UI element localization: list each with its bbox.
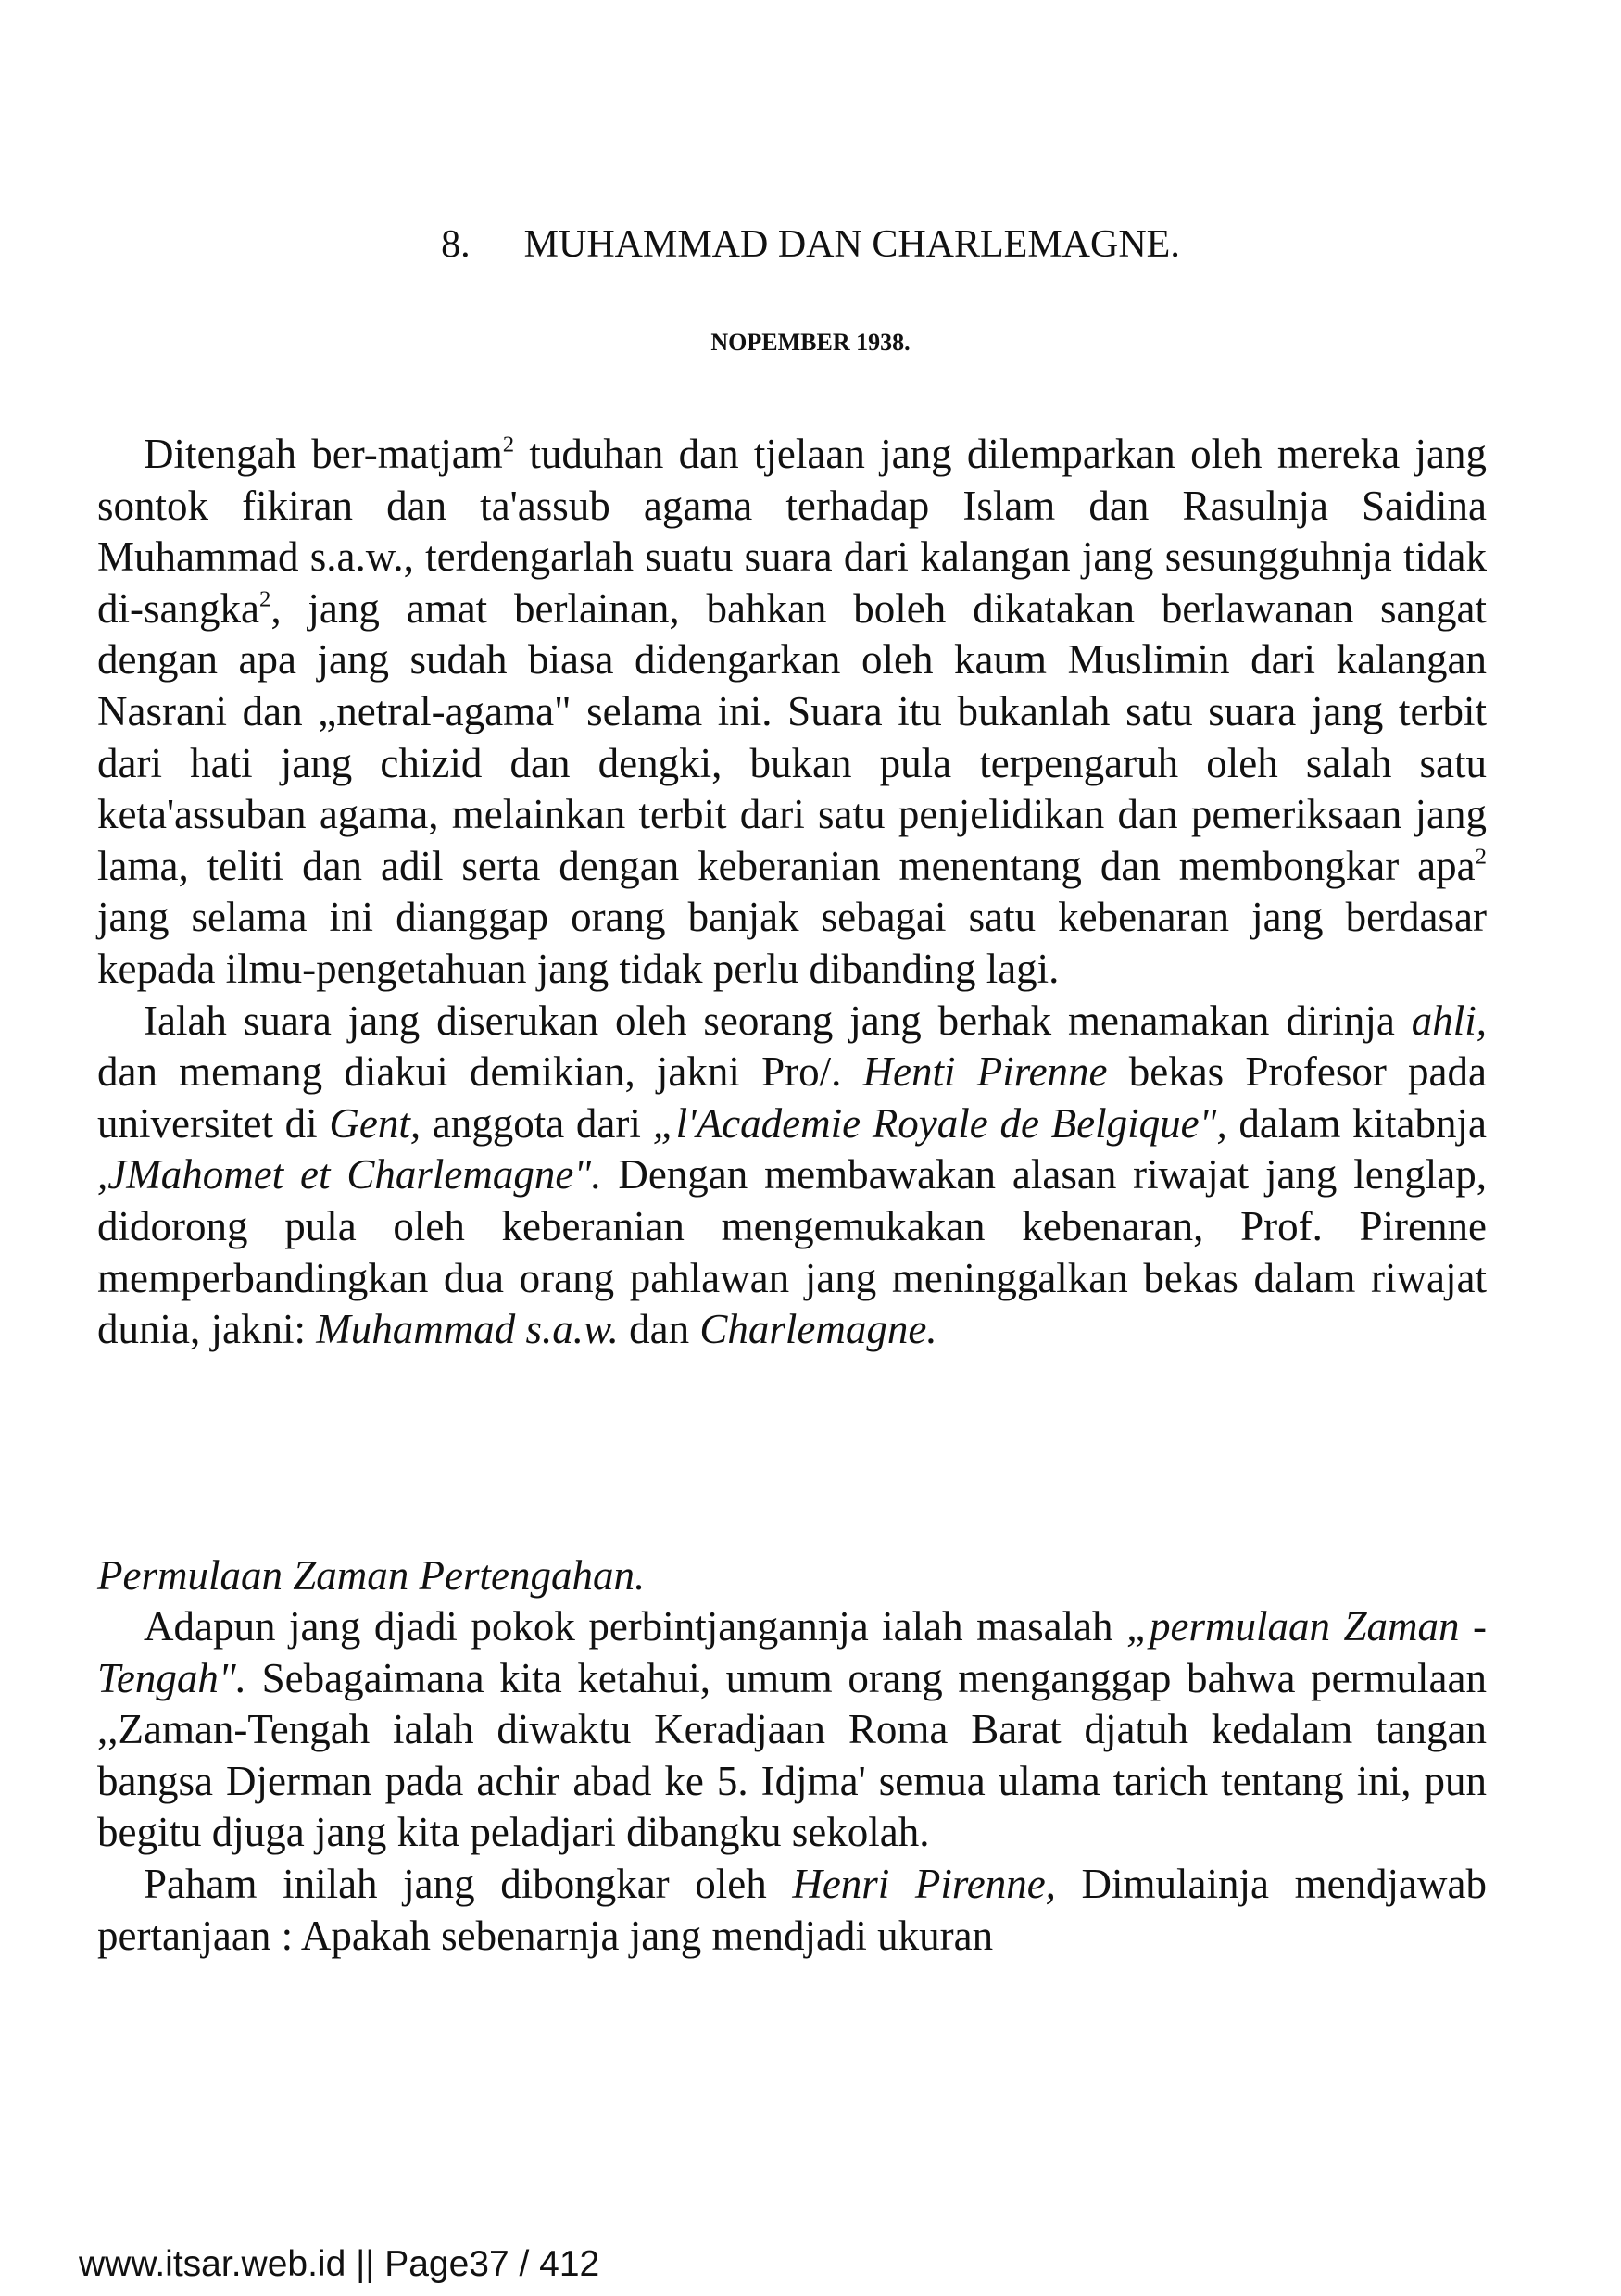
date-line: NOPEMBER 1938.: [710, 329, 911, 356]
chapter-title-text: MUHAMMAD DAN CHARLEMAGNE.: [523, 223, 1180, 266]
paragraph-1: Ditengah ber-matjam$^2$ tuduhan dan tjelaan jang dilemparkan oleh mereka jang sontok fikiran dan ta'assub agama terhadap Islam dan Rasulnja Saidina Muhammad s.a.w., terdengarlah suatu suara dari kalangan jang sesungguhnja tidak di-sangka$^2$, jang amat berlainan, bahkan boleh dikatakan berlawanan sangat dengan apa jang sudah biasa didengarkan oleh kaum Muslimin dari kalangan Nasrani dan „netral-agama" selama ini. Suara itu bukanlah satu suara jang terbit dari hati jang chizid dan dengki, bukan pula terpengaruh oleh salah satu keta'assuban agama, melainkan terbit dari satu penjelidikan dan pemeriksaan jang lama, teliti dan adil serta dengan keberanian menentang dan membongkar apa$^2$ jang selama ini dianggap orang banjak sebagai satu kebenaran jang berdasar kepada ilmu-pengetahuan jang tidak perlu dibanding lagi.: [97, 431, 1487, 992]
body-section-2: [97, 1601, 1487, 1962]
paragraph-2: Ialah suara jang diserukan oleh seorang jang berhak menamakan dirinja ahli, dan memang diakui demikian, jakni Pro/. Henti Pirenne bekas Profesor pada universitet di Gent, anggota dari „l'Academie Royale de Belgique", dalam kitabnja ,JMahomet et Charlemagne". Dengan membawakan alasan riwajat jang lenglap, didorong pula oleh keberanian mengemukakan kebenaran, Prof. Pirenne memperbandingkan dua orang pahlawan jang meninggalkan bekas dalam riwajat dunia, jakni: Muhammad s.a.w. dan Charlemagne.: [97, 997, 1488, 1353]
chapter-title: [0, 222, 1621, 267]
chapter-number: 8.: [441, 223, 471, 266]
section-heading: Permulaan Zaman Pertengahan.: [97, 1552, 646, 1599]
paragraph-3: Adapun jang djadi pokok perbintjangannja ialah masalah „permulaan Zaman -Tengah". Sebagaimana kita ketahui, umum orang menganggap bahwa permulaan ,,Zaman-Tengah ialah diwaktu Keradjaan Roma Barat djatuh kedalam tangan bangsa Djerman pada achir abad ke 5. Idjma' semua ulama tarich tentang ini, pun begitu djuga jang kita peladjari dibangku sekolah.: [97, 1603, 1488, 1856]
paragraph-4: Paham inilah jang dibongkar oleh Henri Pirenne, Dimulainja mendjawab pertanjaan : Apakah sebenarnja jang mendjadi ukuran: [97, 1860, 1487, 1959]
body-section-1: [97, 429, 1487, 1356]
page-footer: www.itsar.web.id || Page37 / 412: [79, 2244, 600, 2284]
